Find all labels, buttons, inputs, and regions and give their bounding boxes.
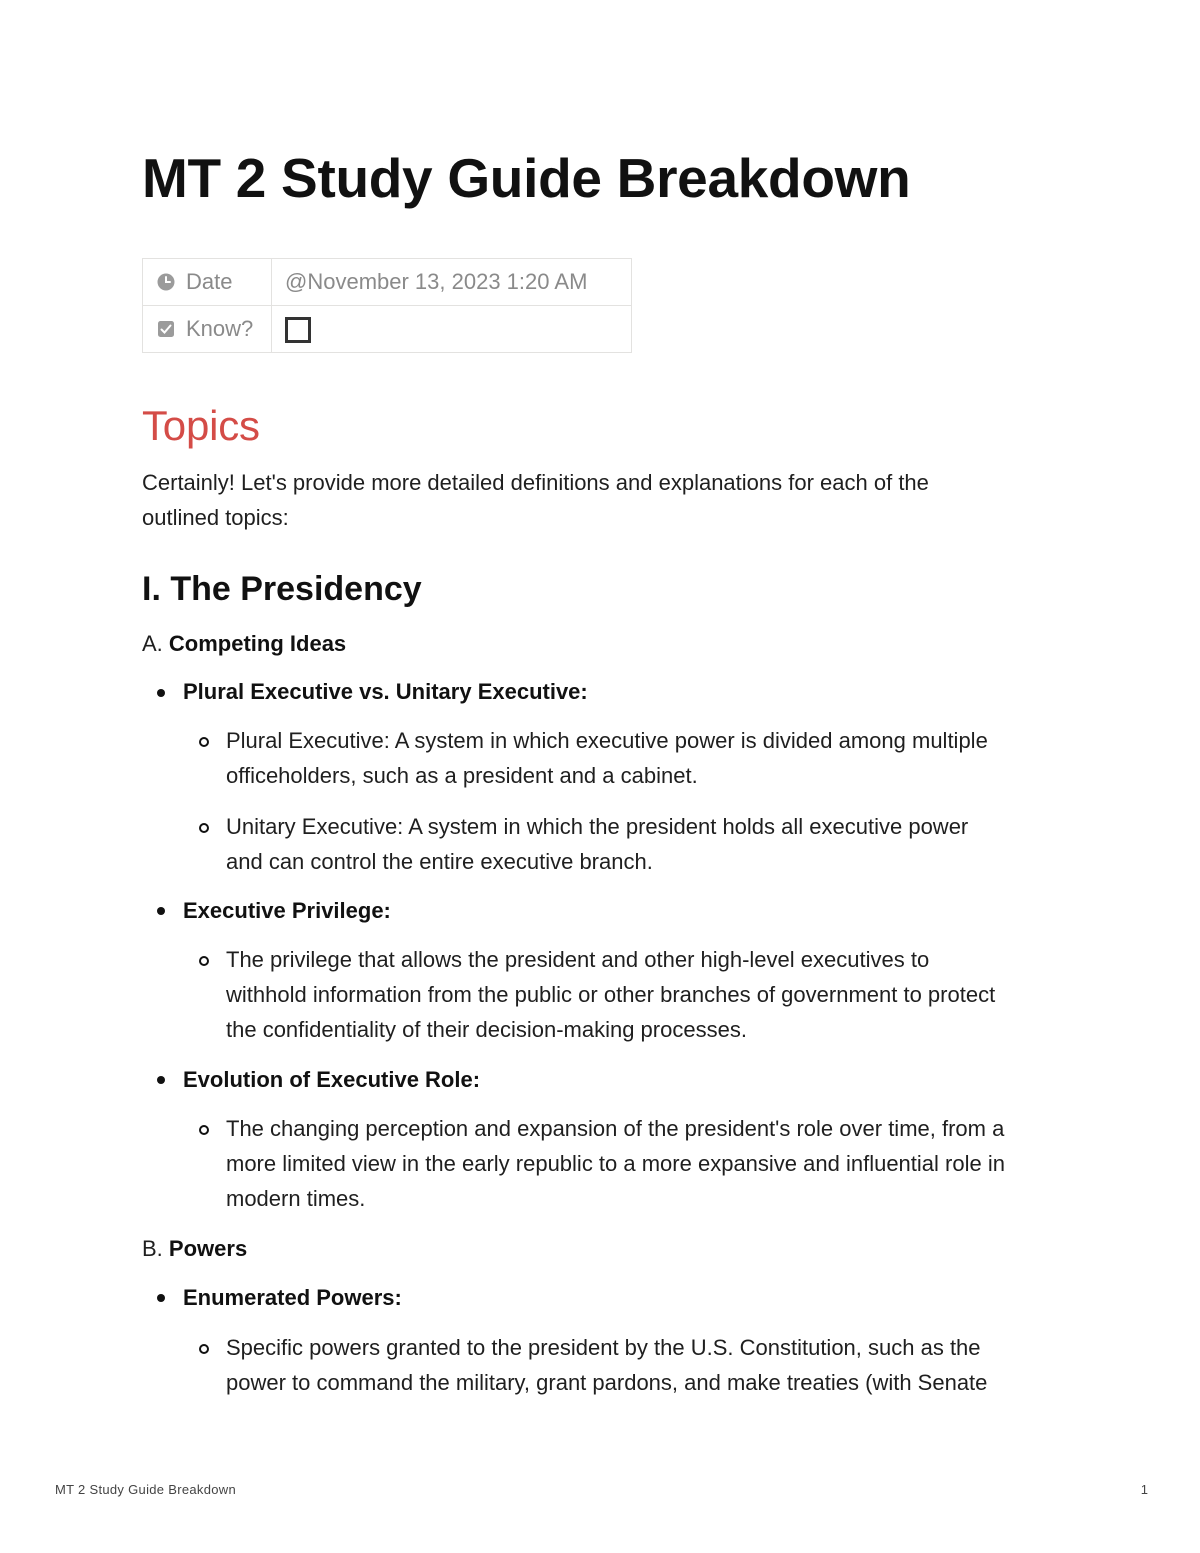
property-label-date: Date (186, 269, 233, 294)
list-item-label: Evolution of Executive Role: (183, 1067, 481, 1092)
intro-line-2: outlined topics: (142, 505, 289, 530)
circle-bullet-icon (199, 737, 209, 747)
list-item-label: Plural Executive vs. Unitary Executive: (183, 679, 588, 704)
sub-item-line: Specific powers granted to the president by the U.S. Constitution, such as the (226, 1335, 981, 1360)
section-heading-presidency: I. The Presidency (142, 570, 422, 608)
subsection-b-title: Powers (168, 1236, 248, 1261)
subsection-a-title: Competing Ideas (168, 631, 347, 656)
property-label-know: Know? (186, 316, 254, 341)
subsection-b-prefix: B. (142, 1236, 163, 1261)
sub-item-line: The privilege that allows the president and other high-level executives to (226, 947, 930, 972)
sub-item-line: The changing perception and expansion of the president's role over time, from a (226, 1116, 1005, 1141)
bullet-icon (157, 907, 165, 915)
checkbox-property-icon (156, 319, 176, 339)
sub-item-line: modern times. (226, 1186, 366, 1211)
property-row-know (143, 306, 632, 353)
circle-bullet-icon (199, 823, 209, 833)
property-value-know (272, 306, 632, 353)
subsection-b (142, 1231, 247, 1266)
circle-bullet-icon (199, 1344, 209, 1354)
property-key-know (143, 306, 272, 353)
properties-table (142, 258, 632, 353)
property-key-date (143, 259, 272, 306)
circle-bullet-icon (199, 956, 209, 966)
intro-line-1: Certainly! Let's provide more detailed definitions and explanations for each of the (142, 470, 929, 495)
sub-item-line: and can control the entire executive branch. (226, 849, 653, 874)
footer-page-number: 1 (1140, 1482, 1148, 1497)
bullet-icon (157, 689, 165, 697)
sub-item-line: withhold information from the public or other branches of government to protect (226, 982, 996, 1007)
know-checkbox[interactable] (285, 317, 311, 343)
sub-item-line: officeholders, such as a president and a cabinet. (226, 763, 698, 788)
property-row-date (143, 259, 632, 306)
bullet-icon (157, 1294, 165, 1302)
clock-icon (156, 272, 176, 292)
list-item-label: Executive Privilege: (183, 898, 391, 923)
sub-item-line: more limited view in the early republic to a more expansive and influential role in (226, 1151, 1005, 1176)
page-title: MT 2 Study Guide Breakdown (142, 147, 911, 209)
sub-item-line: power to command the military, grant pardons, and make treaties (with Senate (226, 1370, 988, 1395)
footer-document-title: MT 2 Study Guide Breakdown (55, 1482, 236, 1497)
sub-item-line: the confidentiality of their decision-making processes. (226, 1017, 747, 1042)
property-value-date[interactable]: @November 13, 2023 1:20 AM (272, 259, 632, 306)
list-item-label: Enumerated Powers: (183, 1285, 402, 1310)
bullet-icon (157, 1076, 165, 1084)
circle-bullet-icon (199, 1125, 209, 1135)
subsection-a (142, 626, 346, 661)
sub-item-line: Plural Executive: A system in which executive power is divided among multiple (226, 728, 988, 753)
sub-item-line: Unitary Executive: A system in which the president holds all executive power (226, 814, 969, 839)
subsection-a-prefix: A. (142, 631, 163, 656)
topics-heading: Topics (142, 402, 260, 449)
